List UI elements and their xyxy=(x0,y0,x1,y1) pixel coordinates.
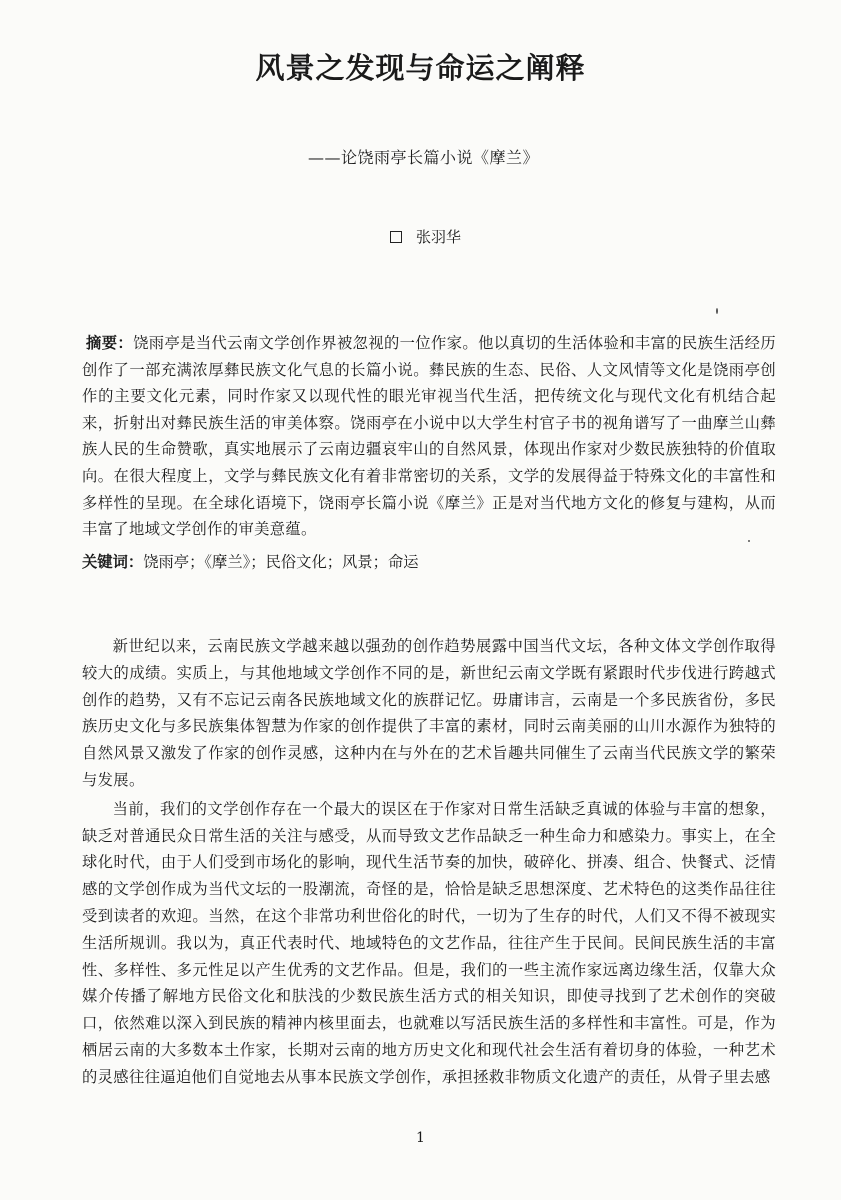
author-name: 张羽华 xyxy=(416,228,462,246)
keywords-text: 饶雨亭；《摩兰》；民俗文化；风景；命运 xyxy=(143,553,419,571)
article-subtitle: ——论饶雨亭长篇小说《摩兰》 xyxy=(308,148,540,167)
body-paragraph: 新世纪以来，云南民族文学越来越以强劲的创作趋势展露中国当代文坛，各种文体文学创作取得较大的成绩。实质上，与其他地域文学创作不同的是，新世纪云南文学既有紧跟时代步伐进行跨越式创作的趋势，又有不忘记云南各民族地域文化的族群记忆。毋庸讳言，云南是一个多民族省份，多民族历史文化与多民族集体智慧为作家的创作提供了丰富的素材，同时云南美丽的山川水源作为独特的自然风景又激发了作家的创作灵感，这种内在与外在的艺术旨趣共同催生了云南当代民族文学的繁荣与发展。 xyxy=(82,637,776,789)
abstract-text: 饶雨亭是当代云南文学创作界被忽视的一位作家。他以真切的生活体验和丰富的民族生活经历创作了一部充满浓厚彝民族文化气息的长篇小说。彝民族的生态、民俗、人文风情等文化是饶雨亭创作的主要文化元素，同时作家又以现代性的眼光审视当代生活，把传统文化与现代文化有机结合起来，折射出对彝民族生活的审美体察。饶雨亭在小说中以大学生村官子书的视角谱写了一曲摩兰山彝族人民的生命赞歌，真实地展示了云南边疆哀牢山的自然风景，体现出作家对少数民族独特的价值取向。在很大程度上，文学与彝民族文化有着非常密切的关系，文学的发展得益于特殊文化的丰富性和多样性的呈现。在全球化语境下，饶雨亭长篇小说《摩兰》正是对当代地方文化的修复与建构，从而丰富了地域文学创作的审美意蕴。 xyxy=(82,334,776,539)
body-text xyxy=(82,633,776,1093)
article-title: 风景之发现与命运之阐释 xyxy=(255,51,586,85)
author-line xyxy=(390,225,461,249)
scan-speck xyxy=(748,540,750,542)
keywords xyxy=(82,549,776,575)
square-bullet-icon xyxy=(390,231,402,243)
abstract-label: 摘要： xyxy=(86,334,134,352)
keywords-label: 关键词： xyxy=(82,553,144,571)
abstract xyxy=(82,330,776,543)
body-paragraph: 当前，我们的文学创作存在一个最大的误区在于作家对日常生活缺乏真诚的体验与丰富的想象，缺乏对普通民众日常生活的关注与感受，从而导致文艺作品缺乏一种生命力和感染力。事实上，在全球化时代，由于人们受到市场化的影响，现代生活节奏的加快，破碎化、拼凑、组合、快餐式、泛情感的文学创作成为当代文坛的一股潮流，奇怪的是，恰恰是缺乏思想深度、艺术特色的这类作品往往受到读者的欢迎。当然，在这个非常功利世俗化的时代，一切为了生存的时代，人们又不得不被现实生活所规训。我以为，真正代表时代、地域特色的文艺作品，往往产生于民间。民间民族生活的丰富性、多样性、多元性足以产生优秀的文艺作品。但是，我们的一些主流作家远离边缘生活，仅靠大众媒介传播了解地方民俗文化和肤浅的少数民族生活方式的相关知识，即使寻找到了艺术创作的突破口，依然难以深入到民族的精神内核里面去，也就难以写活民族生活的多样性和丰富性。可是，作为栖居云南的大多数本土作家，长期对云南的地方历史文化和现代社会生活有着切身的体验，一种艺术的灵感往往逼迫他们自觉地去从事本民族文学创作，承担拯救非物质文化遗产的责任，从骨子里去感 xyxy=(82,799,776,1086)
scan-speck xyxy=(716,308,718,314)
page-number: 1 xyxy=(416,1130,425,1146)
